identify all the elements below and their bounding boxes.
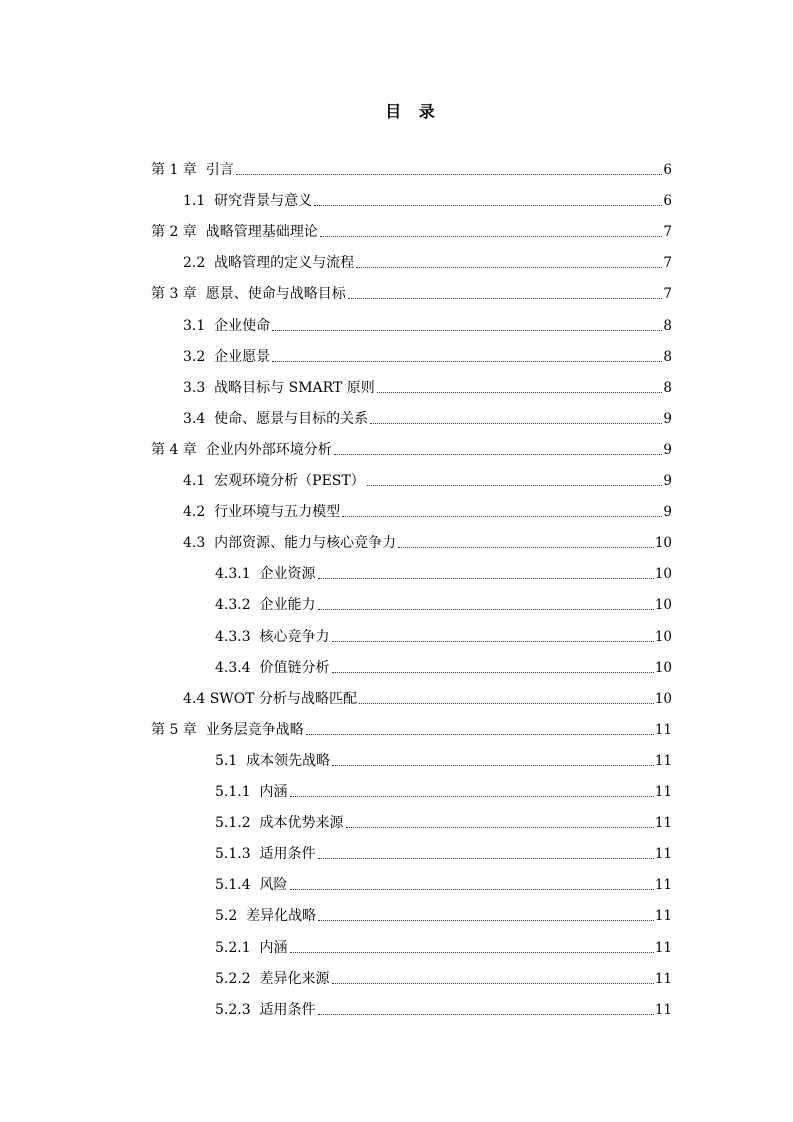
toc-dot-leader — [346, 827, 654, 828]
toc-entry[interactable] — [215, 870, 672, 894]
toc-entry[interactable] — [183, 373, 672, 397]
toc-entry-page-number: 11 — [654, 939, 672, 956]
toc-entry-label: 4.3.4 价值链分析 — [215, 659, 330, 676]
toc-entry-label: 4.3.2 企业能力 — [215, 597, 316, 614]
toc-dot-leader — [318, 920, 654, 921]
toc-entry[interactable] — [151, 279, 672, 303]
toc-dot-leader — [332, 765, 654, 766]
toc-entry-page-number: 9 — [663, 504, 672, 521]
toc-entry-label: 5.1.1 内涵 — [215, 784, 288, 800]
toc-entry-label: 5.1.3 适用条件 — [215, 846, 316, 863]
toc-entry[interactable] — [215, 559, 672, 583]
toc-dot-leader — [377, 392, 663, 393]
toc-dot-leader — [348, 298, 663, 299]
toc-entry-page-number: 7 — [663, 286, 672, 303]
toc-entry[interactable] — [183, 404, 672, 428]
toc-entry-page-number: 11 — [654, 846, 672, 863]
toc-entry-page-number: 10 — [654, 566, 672, 583]
toc-entry-label: 5.2 差异化战略 — [215, 908, 317, 925]
toc-entry-label: 5.2.2 差异化来源 — [215, 970, 330, 987]
toc-dot-leader — [318, 1014, 654, 1015]
page-title: 目 录 — [385, 102, 441, 121]
toc-entry[interactable] — [183, 466, 672, 490]
toc-dot-leader — [318, 858, 654, 859]
toc-entry-page-number: 11 — [654, 752, 672, 769]
toc-entry-label: 4.3 内部资源、能力与核心竞争力 — [183, 535, 397, 552]
toc-entry-page-number: 10 — [654, 628, 672, 645]
toc-entry[interactable] — [215, 653, 672, 677]
toc-entry-page-number: 8 — [663, 348, 672, 365]
toc-entry-label: 5.2.1 内涵 — [215, 939, 288, 956]
toc-dot-leader — [359, 703, 654, 704]
toc-dot-leader — [332, 983, 654, 984]
toc-entry-label: 5.1.4 风险 — [215, 877, 288, 894]
toc-dot-leader — [272, 330, 662, 331]
toc-entry[interactable] — [215, 622, 672, 646]
toc-entry-page-number: 6 — [663, 162, 672, 178]
toc-entry-page-number: 7 — [663, 224, 672, 241]
toc-entry-label: 3.1 企业使命 — [183, 317, 271, 334]
toc-entry-page-number: 11 — [654, 877, 672, 894]
toc-entry-label: 5.1.2 成本优势来源 — [215, 815, 344, 832]
toc-entry-page-number: 9 — [663, 473, 672, 489]
toc-entry-label: 3.4 使命、愿景与目标的关系 — [183, 410, 369, 427]
toc-entry-label: 第 3 章 愿景、使命与战略目标 — [151, 286, 346, 303]
toc-dot-leader — [356, 267, 662, 268]
toc-entry[interactable] — [215, 590, 672, 614]
toc-entry-page-number: 10 — [654, 659, 672, 676]
toc-entry-page-number: 10 — [654, 597, 672, 614]
toc-dot-leader — [370, 423, 662, 424]
toc-entry-page-number: 6 — [663, 193, 672, 210]
toc-dot-leader — [306, 734, 654, 735]
toc-entry-label: 3.2 企业愿景 — [183, 348, 271, 365]
toc-dot-leader — [236, 174, 663, 175]
toc-dot-leader — [332, 641, 654, 642]
toc-entry-label: 第 4 章 企业内外部环境分析 — [151, 441, 332, 458]
toc-entry[interactable] — [183, 248, 672, 272]
toc-entry[interactable] — [215, 808, 672, 832]
toc-entry[interactable] — [183, 311, 672, 335]
toc-entry[interactable] — [151, 217, 672, 241]
toc-entry-page-number: 10 — [654, 535, 672, 552]
toc-entry-page-number: 11 — [654, 970, 672, 987]
toc-dot-leader — [398, 547, 654, 548]
toc-entry-label: 3.3 战略目标与 SMART 原则 — [183, 379, 375, 396]
toc-entry-page-number: 8 — [663, 379, 672, 396]
toc-entry[interactable] — [151, 435, 672, 459]
toc-entry[interactable] — [215, 746, 672, 770]
toc-entry[interactable] — [183, 186, 672, 210]
toc-entry-page-number: 11 — [654, 721, 672, 738]
toc-dot-leader — [290, 952, 654, 953]
toc-entry[interactable] — [183, 528, 672, 552]
toc-dot-leader — [332, 672, 654, 673]
toc-entry-label: 4.4 SWOT 分析与战略匹配 — [183, 690, 357, 707]
toc-entry-page-number: 10 — [654, 690, 672, 707]
toc-entry-page-number: 8 — [663, 317, 672, 334]
toc-dot-leader — [272, 361, 662, 362]
toc-entry-label: 5.2.3 适用条件 — [215, 1001, 316, 1018]
toc-entry-page-number: 11 — [654, 908, 672, 925]
toc-dot-leader — [318, 609, 654, 610]
toc-entry[interactable] — [183, 684, 672, 708]
toc-entry[interactable] — [215, 964, 672, 988]
toc-entry-label: 4.3.3 核心竞争力 — [215, 628, 330, 645]
toc-dot-leader — [314, 205, 662, 206]
toc-entry-label: 2.2 战略管理的定义与流程 — [183, 255, 355, 272]
toc-entry-page-number: 11 — [654, 1001, 672, 1018]
toc-entry-page-number: 9 — [663, 441, 672, 458]
toc-entry[interactable] — [215, 901, 672, 925]
toc-entry[interactable] — [215, 995, 672, 1019]
toc-entry-label: 5.1 成本领先战略 — [215, 752, 331, 769]
toc-entry[interactable] — [215, 839, 672, 863]
toc-entry-label: 第 5 章 业务层竞争战略 — [151, 721, 304, 738]
toc-entry[interactable] — [215, 933, 672, 957]
toc-entry[interactable] — [183, 497, 672, 521]
toc-entry-label: 4.3.1 企业资源 — [215, 566, 316, 583]
toc-dot-leader — [318, 578, 654, 579]
toc-entry-page-number: 11 — [654, 784, 672, 800]
toc-dot-leader — [290, 889, 654, 890]
toc-dot-leader — [320, 236, 663, 237]
toc-dot-leader — [290, 796, 654, 797]
toc-dot-leader — [334, 454, 663, 455]
toc-entry-label: 4.1 宏观环境分析（PEST） — [183, 473, 365, 489]
toc-entry[interactable] — [151, 715, 672, 739]
toc-entry-page-number: 11 — [654, 815, 672, 832]
toc-entry-label: 第 1 章 引言 — [151, 162, 234, 178]
toc-entry-label: 4.2 行业环境与五力模型 — [183, 504, 341, 521]
toc-entry-label: 1.1 研究背景与意义 — [183, 193, 313, 210]
toc-entry-page-number: 7 — [663, 255, 672, 272]
toc-entry[interactable] — [151, 155, 672, 179]
toc-entry-page-number: 9 — [663, 410, 672, 427]
toc-entry[interactable] — [183, 342, 672, 366]
toc-entry[interactable] — [215, 777, 672, 801]
toc-dot-leader — [342, 516, 662, 517]
toc-dot-leader — [367, 485, 663, 486]
toc-entry-label: 第 2 章 战略管理基础理论 — [151, 224, 318, 241]
